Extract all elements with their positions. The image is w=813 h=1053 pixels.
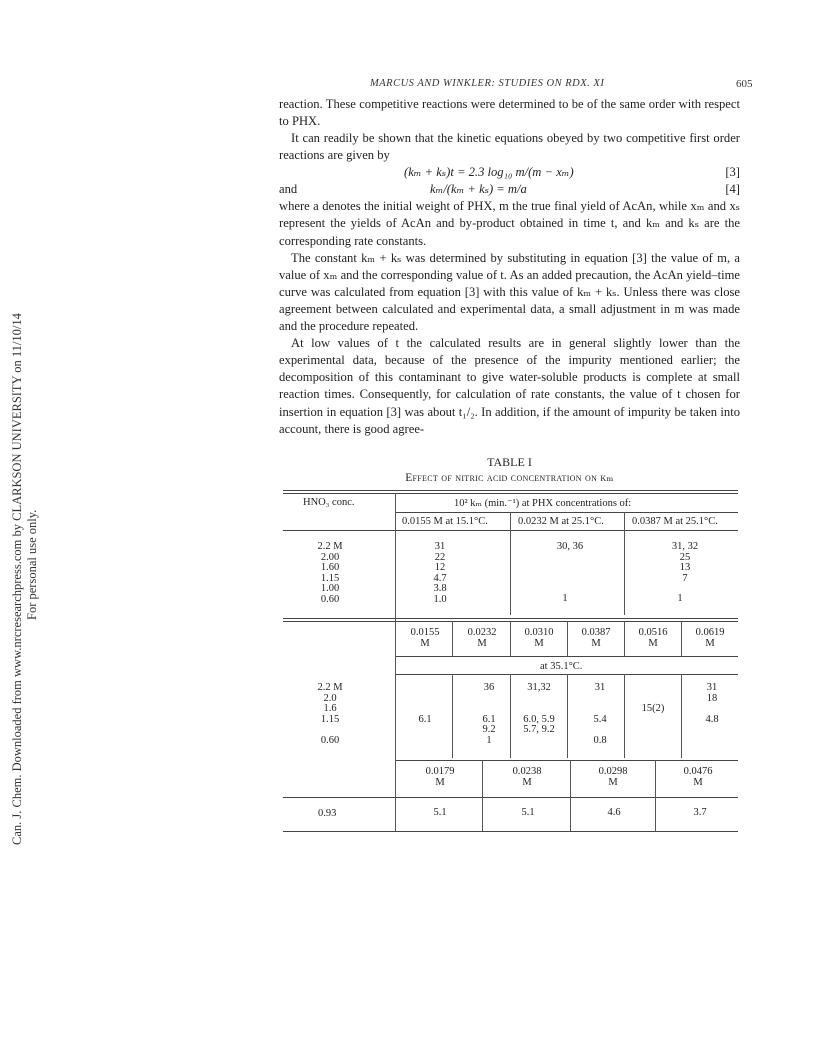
download-watermark: [0, 165, 40, 845]
paragraph-4: The constant kₘ + kₛ was determined by substituting in equation [3] the value of m, a value of xₘ and the corresponding value of t. As an added precaution, the AcAn yield–time curve was calculated from equation [3] with this value of kₘ + kₛ. Unless there was close agreement between calculated and experimental data, a small adjustment in m was made and the procedure repeated.: [279, 250, 740, 334]
block3-value-4: 3.7: [693, 807, 707, 818]
block3-conc: 0.93: [318, 808, 337, 819]
block2-header-2: 0.0232 M: [467, 627, 497, 649]
paragraph-3: where a denotes the initial weight of PHX, m the true final yield of AcAn, while xₘ and xₛ represent the yields of AcAn and by-product obtained in time t, and kₘ and kₛ are the corresponding rate constants.: [279, 199, 740, 248]
table-subtitle: Effect of nitric acid concentration on kₘ: [405, 472, 614, 484]
watermark-line-2: For personal use only.: [25, 509, 39, 620]
block2-temperature: at 35.1°C.: [540, 661, 583, 672]
body-text: [279, 96, 740, 438]
block1-col2-bottom: 1: [562, 593, 568, 604]
block1-header-3: 0.0387 M at 25.1°C.: [632, 516, 718, 527]
rate-group-header: 10² kₘ (min.⁻¹) at PHX concentrations of:: [454, 498, 632, 509]
block1-col3-bottom: 1: [677, 593, 683, 604]
equation-4-number: [4]: [725, 182, 740, 197]
running-title: MARCUS AND WINKLER: STUDIES ON RDX. XI: [370, 78, 605, 89]
equation-3: [279, 164, 740, 181]
equation-4-lead: and: [279, 182, 298, 197]
block2-col1-values: 6.1: [418, 714, 432, 725]
block3-header-4: 0.0476 M: [683, 766, 713, 788]
block3-header-2: 0.0238 M: [512, 766, 542, 788]
block2-col3-values: 31,32 6.0, 5.9 5.7, 9.2: [523, 682, 555, 735]
block1-col2-top: 30, 36: [556, 541, 584, 552]
table-caption: [279, 454, 740, 486]
block1-conc-column: 2.2 M 2.00 1.60 1.15 1.00 0.60: [317, 541, 343, 605]
block2-col4-values: 31 5.4 0.8: [593, 682, 607, 746]
block3-header-3: 0.0298 M: [598, 766, 628, 788]
paragraph-5: At low values of t the calculated results are in general slightly lower than the experimental data, because of the presence of the impurity mentioned earlier; the decomposition of this contaminant to give water-soluble products is complete at small reaction times. Consequently, for calculation of rate constants, the value of t chosen for insertion in equation [3] was about t₁/₂. In addition, if the amount of impurity be taken into account, there is good agree-: [279, 336, 740, 436]
equation-4: [279, 181, 740, 198]
paragraph-2: It can readily be shown that the kinetic equations obeyed by two competitive first order reactions are given by: [279, 131, 740, 163]
hno3-column-header: HNO₃ conc.: [303, 497, 355, 508]
block1-header-2: 0.0232 M at 25.1°C.: [518, 516, 604, 527]
block2-header-6: 0.0619 M: [695, 627, 725, 649]
block2-header-4: 0.0387 M: [581, 627, 611, 649]
page-number: 605: [736, 78, 753, 90]
table-title: TABLE I: [487, 455, 532, 469]
watermark-line-1: Can. J. Chem. Downloaded from www.nrcresearchpress.com by CLARKSON UNIVERSITY on 11/10/14: [10, 313, 24, 845]
paragraph-1: reaction. These competitive reactions were determined to be of the same order with respect to PHX.: [279, 97, 740, 129]
block3-header-1: 0.0179 M: [425, 766, 455, 788]
block2-conc-column: 2.2 M 2.0 1.6 1.15 0.60: [317, 682, 343, 746]
equation-3-expr: (kₘ + kₛ)t = 2.3 log₁₀ m/(m − xₘ): [404, 165, 574, 180]
block2-header-1: 0.0155 M: [410, 627, 440, 649]
block2-header-3: 0.0310 M: [524, 627, 554, 649]
block1-header-1: 0.0155 M at 15.1°C.: [402, 516, 488, 527]
block2-col6-values: 31 18 4.8: [705, 682, 719, 725]
block2-col5-values: 15(2): [641, 703, 665, 714]
block3-value-1: 5.1: [433, 807, 447, 818]
block3-value-2: 5.1: [521, 807, 535, 818]
block2-header-5: 0.0516 M: [638, 627, 668, 649]
block2-col2-values: 36 6.1 9.2 1: [482, 682, 496, 746]
block3-value-3: 4.6: [607, 807, 621, 818]
block1-col3-top: 31, 32 25 13 7: [671, 541, 699, 584]
equation-3-number: [3]: [725, 165, 740, 180]
block1-col1-values: 31 22 12 4.7 3.8 1.0: [433, 541, 447, 605]
equation-4-expr: kₘ/(kₘ + kₛ) = m/a: [430, 182, 527, 197]
